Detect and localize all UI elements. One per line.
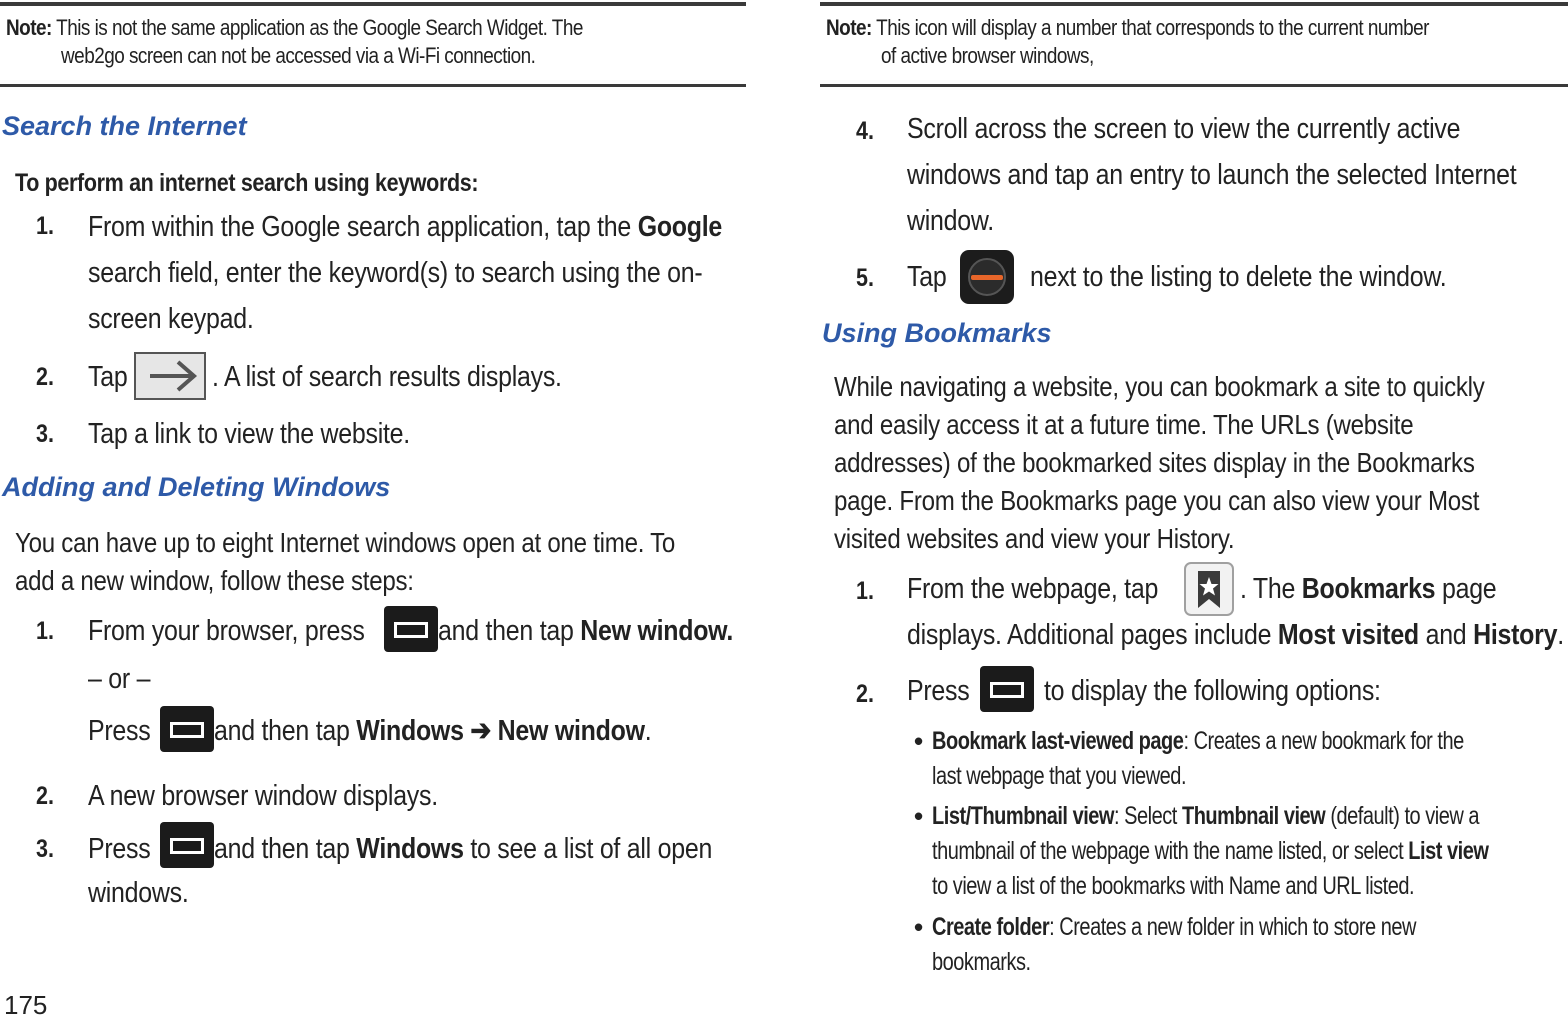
step-text: . The Bookmarks page [1240, 573, 1497, 605]
step-number: 5. [856, 264, 874, 292]
bullet-marker: • [914, 726, 924, 756]
bookmarks-intro: While navigating a website, you can bookmark a site to quickly and easily access it at a future time. The URLs (website addresses) of the bookmarked sites display in the Bookmarks page. From the Bookmarks page you can also view your Most visited websites and view your History. [834, 371, 1485, 554]
bullet-text: Create folder: Creates a new folder in which to store new bookmarks. [932, 913, 1416, 976]
bullet-marker: • [914, 801, 924, 831]
or-separator: – or – [88, 663, 151, 695]
step-number: 1. [36, 212, 54, 240]
step-text: From within the Google search application, tap the Google search field, enter the keyword(s) to search using the on- screen keypad. [88, 211, 723, 335]
windows-intro: You can have up to eight Internet windows open at one time. To add a new window, follow these steps: [15, 527, 676, 596]
step-text: . A list of search results displays. [212, 361, 562, 393]
left-top-rule [0, 2, 746, 6]
step-text: From the webpage, tap [907, 573, 1159, 605]
step-text: Tap [907, 261, 947, 293]
step-text: displays. Additional pages include Most visited and History. [907, 619, 1564, 651]
note-label: Note: [6, 15, 52, 40]
step-text: Press [907, 675, 970, 707]
section-heading-search: Search the Internet [2, 111, 247, 141]
right-top-rule [820, 2, 1568, 6]
step-text: A new browser window displays. [88, 780, 438, 812]
go-arrow-icon [134, 352, 206, 400]
step-text: windows. [88, 877, 189, 909]
step-text: Press [88, 715, 151, 747]
menu-key-icon [160, 706, 214, 752]
step-text: Tap a link to view the website. [88, 418, 410, 450]
left-note-bottom-rule [0, 84, 746, 87]
step-number: 4. [856, 117, 874, 145]
step-number: 2. [36, 782, 54, 810]
step-number: 2. [36, 363, 54, 391]
step-number: 1. [856, 577, 874, 605]
note-line-2: of active browser windows, [881, 43, 1094, 68]
step-text: Scroll across the screen to view the currently active windows and tap an entry to launch the selected Internet window. [907, 113, 1517, 237]
right-note [826, 14, 1566, 70]
step-number: 3. [36, 420, 54, 448]
step-text: and then tap New window. [438, 615, 734, 647]
step-text: Tap [88, 361, 128, 393]
bookmark-star-icon [1184, 562, 1234, 616]
bullet-marker: • [914, 912, 924, 942]
subhead-search: To perform an internet search using keywords: [15, 169, 479, 197]
page-number: 175 [4, 990, 48, 1020]
note-line-1: This icon will display a number that corresponds to the current number [876, 15, 1429, 40]
menu-key-icon [980, 666, 1034, 712]
bullet-text: List/Thumbnail view: Select Thumbnail view (default) to view a thumbnail of the webpage with the name listed, or select List view to view a list of the bookmarks with Name and URL listed. [932, 802, 1489, 900]
step-text: to display the following options: [1044, 675, 1381, 707]
bullet-text: Bookmark last-viewed page: Creates a new bookmark for the last webpage that you viewed. [932, 727, 1464, 790]
step-text: next to the listing to delete the window. [1030, 261, 1447, 293]
step-number: 3. [36, 835, 54, 863]
step-number: 2. [856, 680, 874, 708]
delete-window-icon [960, 250, 1014, 304]
step-number: 1. [36, 617, 54, 645]
section-heading-bookmarks: Using Bookmarks [822, 318, 1052, 348]
note-line-1: This is not the same application as the Google Search Widget. The [56, 15, 583, 40]
left-note [6, 14, 746, 70]
step-text: and then tap Windows ➔ New window. [214, 715, 652, 747]
step-text: and then tap Windows to see a list of all open [214, 833, 713, 865]
step-text: From your browser, press [88, 615, 365, 647]
right-note-bottom-rule [820, 84, 1568, 87]
menu-key-icon [384, 606, 438, 652]
step-text: Press [88, 833, 151, 865]
menu-key-icon [160, 822, 214, 868]
note-line-2: web2go screen can not be accessed via a Wi-Fi connection. [61, 43, 536, 68]
note-label: Note: [826, 15, 872, 40]
section-heading-windows: Adding and Deleting Windows [2, 472, 391, 502]
